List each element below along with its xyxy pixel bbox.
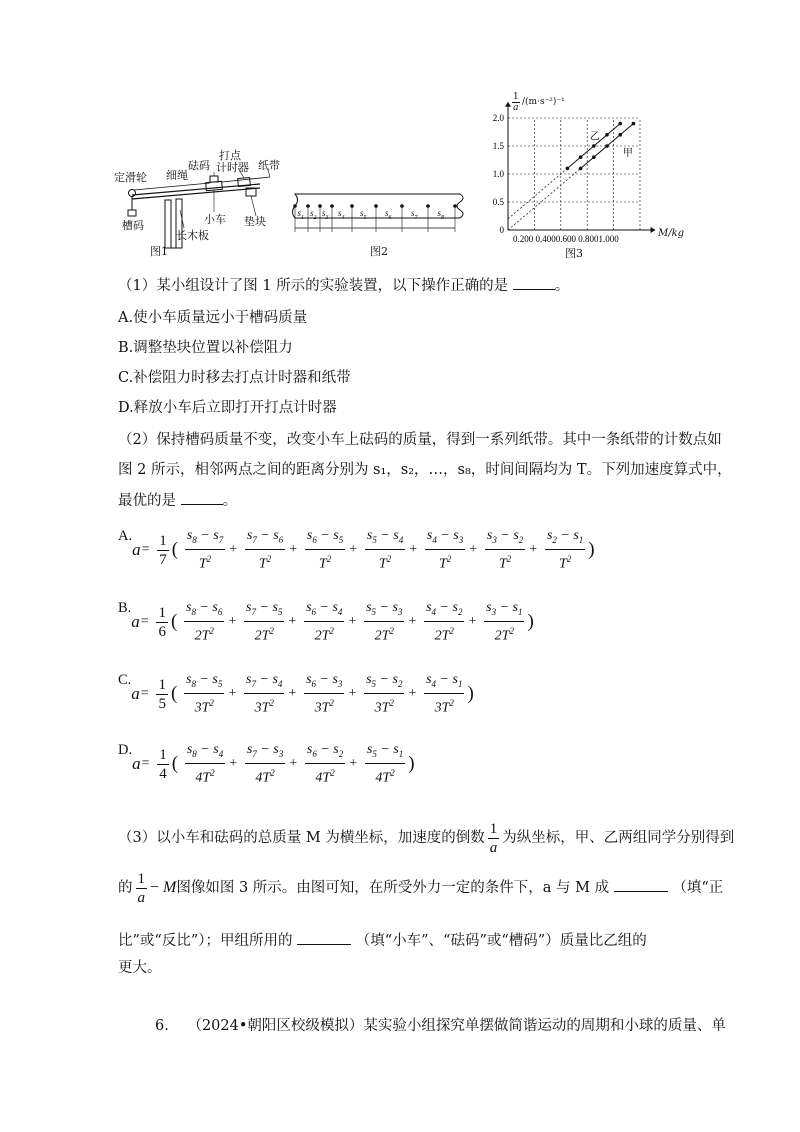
label-weight: 砝码 xyxy=(188,159,210,172)
q2-option-d[interactable]: D.a= $\frac{1}{4}$ ( $\frac{s_8 - s_4}{4T^2}$ + $\frac{s_7 - s_3}{4T^2}$ + $\frac{s_6 - s_2}{4T^2}$ + $\frac{s_5 - s_1}{4T^2}$ ) xyxy=(118,742,415,786)
figure-1 xyxy=(110,150,290,260)
label-bucket: 槽码 xyxy=(122,219,144,232)
q2-line-2: 图 2 所示，相邻两点之间的距离分别为 s₁，s₂，…，s₈，时间间隔均为 T。下列加速度算式中， xyxy=(118,462,732,478)
tape-segment-label: $s_6$ xyxy=(385,208,392,221)
x-axis-label: M/kg xyxy=(658,228,685,239)
tape-segment-label: $s_7$ xyxy=(411,208,418,221)
series-label-yi: 乙 xyxy=(589,131,600,143)
q2-line-3: 最优的是 。 xyxy=(118,490,237,511)
fig2-caption: 图2 xyxy=(370,245,388,258)
q1-option-a: A.使小车质量远小于槽码质量 xyxy=(118,310,308,326)
data-point xyxy=(566,167,570,171)
label-tape: 纸带 xyxy=(258,159,280,172)
data-point xyxy=(605,133,609,137)
q2-option-c[interactable]: C.a= $\frac{1}{5}$ ( $\frac{s_8 - s_5}{3T^2}$ + $\frac{s_7 - s_4}{3T^2}$ + $\frac{s_6 - s_3}{3T^2}$ + $\frac{s_5 - s_2}{3T^2}$ + $\frac{s_4 - s_1}{3T^2}$ ) xyxy=(118,672,474,716)
data-point xyxy=(592,155,596,159)
data-point xyxy=(632,122,636,126)
inverse-acceleration-chart xyxy=(490,90,700,250)
q1-option-d: D.释放小车后立即打开打点计时器 xyxy=(118,400,337,416)
data-point xyxy=(605,144,609,148)
q6-line xyxy=(155,1016,726,1036)
label-timer-2: 计时器 xyxy=(216,161,249,174)
y-tick-label: 2.0 xyxy=(492,113,504,123)
data-point xyxy=(579,155,583,159)
label-block: 垫块 xyxy=(244,215,266,228)
y-tick-label: 0 xyxy=(499,225,504,235)
q1-stem: （1）某小组设计了图 1 所示的实验装置，以下操作正确的是 。 xyxy=(118,275,569,296)
tape-segment-labels xyxy=(290,208,480,222)
q2-option-a[interactable]: A.a= $\frac{1}{7}$ ( $\frac{s_8 - s_7}{T^2}$ + $\frac{s_7 - s_6}{T^2}$ + $\frac{s_6 - s_5}{T^2}$ + $\frac{s_5 - s_4}{T^2}$ + $\frac{s_4 - s_3}{T^2}$ + $\frac{s_3 - s_2}{T^2}$ + $\frac{s_2 - s_1}{T^2}$ ) xyxy=(118,528,595,572)
q6-text: （2024•朝阳区校级模拟）某实验小组探究单摆做简谐运动的周期和小球的质量、单 xyxy=(187,1018,726,1034)
series-extrapolation xyxy=(508,168,567,218)
figure-3 xyxy=(490,90,700,265)
q3-line-2: 的 $\frac{1}{a}$ − M图像如图 3 所示。由图可知，在所受外力一定的条件下，a 与 M 成 （填“正 xyxy=(118,870,724,906)
q2-option-b[interactable]: B.a= $\frac{1}{6}$ ( $\frac{s_8 - s_6}{2T^2}$ + $\frac{s_7 - s_5}{2T^2}$ + $\frac{s_6 - s_4}{2T^2}$ + $\frac{s_5 - s_3}{2T^2}$ + $\frac{s_4 - s_2}{2T^2}$ + $\frac{s_3 - s_1}{2T^2}$ ) xyxy=(118,600,534,644)
tape-segment-label: $s_4$ xyxy=(338,208,345,221)
data-point xyxy=(592,144,596,148)
q3-line-4: 更大。 xyxy=(118,960,162,976)
q2-line-1: （2）保持槽码质量不变，改变小车上砝码的质量，得到一系列纸带。其中一条纸带的计数点如 xyxy=(118,432,722,448)
tape-segment-label: $s_2$ xyxy=(310,208,317,221)
q1-answer-blank[interactable] xyxy=(513,275,555,290)
x-tick-labels: 0.200 0.4000.600 0.8001.000 xyxy=(513,234,619,244)
q6-number: 6. xyxy=(155,1018,169,1034)
q3-blank-component[interactable] xyxy=(297,930,351,945)
q3-blank-relation[interactable] xyxy=(614,877,668,892)
y-tick-label: 1.5 xyxy=(492,141,504,151)
label-cart: 小车 xyxy=(204,213,226,226)
y-tick-label: 1.0 xyxy=(492,169,504,179)
q1-option-c: C.补偿阻力时移去打点计时器和纸带 xyxy=(118,370,351,386)
label-board: 长木板 xyxy=(176,229,209,242)
fig1-caption: 图1 xyxy=(150,245,168,258)
y-axis-arrow xyxy=(505,102,511,107)
q3-line-3: 比”或“反比”）；甲组所用的 （填“小车”、“砝码”或“槽码”）质量比乙组的 xyxy=(118,930,647,951)
y-tick-label: 0.5 xyxy=(492,197,504,207)
figure-2 xyxy=(290,190,480,262)
tape-segment-label: $s_1$ xyxy=(297,208,305,221)
label-timer-1: 打点 xyxy=(219,149,241,162)
tape-segment-label: $s_5$ xyxy=(360,208,367,221)
data-point xyxy=(579,167,583,171)
label-rope: 细绳 xyxy=(166,169,188,182)
q2-answer-blank[interactable] xyxy=(181,490,223,505)
data-point xyxy=(618,122,622,126)
tape-segment-label: $s_3$ xyxy=(322,208,329,221)
y-axis-unit: /(m·s⁻²)⁻¹ xyxy=(522,97,565,107)
q3-line-1: （3）以小车和砝码的总质量 M 为横坐标，加速度的倒数 $\frac{1}{a}$ 为纵坐标，甲、乙两组同学分别得到 xyxy=(118,820,735,856)
tape-segment-label: $s_8$ xyxy=(437,208,445,221)
q1-option-b: B.调整垫块位置以补偿阻力 xyxy=(118,340,293,356)
y-axis-frac: 1 a xyxy=(513,92,519,113)
label-pulley: 定滑轮 xyxy=(114,171,147,184)
series-extrapolation xyxy=(508,168,581,230)
series-label-jia: 甲 xyxy=(622,148,633,160)
data-point xyxy=(618,133,622,137)
fig3-caption: 图3 xyxy=(565,247,583,260)
x-axis-arrow xyxy=(651,227,656,233)
